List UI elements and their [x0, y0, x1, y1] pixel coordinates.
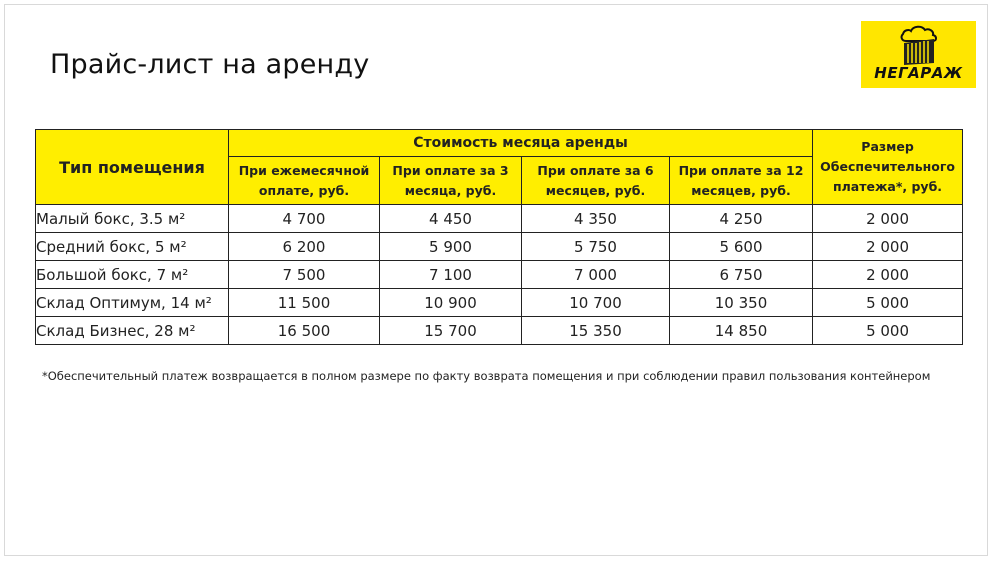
twelve-month-payment-header: При оплате за 12 месяцев, руб.	[670, 157, 813, 205]
deposit-header: Размер Обеспечительного платежа*, руб.	[813, 130, 963, 205]
price-cell: 15 350	[522, 317, 670, 345]
deposit-cell: 2 000	[813, 233, 963, 261]
three-month-payment-header: При оплате за 3 месяца, руб.	[380, 157, 522, 205]
price-cell: 11 500	[229, 289, 380, 317]
price-cell: 7 000	[522, 261, 670, 289]
room-type-cell: Малый бокс, 3.5 м²	[36, 205, 229, 233]
price-cell: 10 350	[670, 289, 813, 317]
table-row	[36, 289, 963, 317]
deposit-cell: 5 000	[813, 317, 963, 345]
price-table	[35, 129, 963, 345]
room-type-cell: Склад Бизнес, 28 м²	[36, 317, 229, 345]
price-cell: 4 450	[380, 205, 522, 233]
monthly-payment-header: При ежемесячной оплате, руб.	[229, 157, 380, 205]
container-cloud-logo-icon	[896, 25, 942, 67]
price-cell: 4 700	[229, 205, 380, 233]
room-type-cell: Средний бокс, 5 м²	[36, 233, 229, 261]
brand-logo	[861, 21, 976, 88]
table-row	[36, 261, 963, 289]
deposit-cell: 5 000	[813, 289, 963, 317]
table-row	[36, 233, 963, 261]
price-cell: 6 200	[229, 233, 380, 261]
table-row	[36, 205, 963, 233]
page-title: Прайс-лист на аренду	[50, 49, 370, 80]
price-cell: 4 350	[522, 205, 670, 233]
room-type-cell: Большой бокс, 7 м²	[36, 261, 229, 289]
room-type-cell: Склад Оптимум, 14 м²	[36, 289, 229, 317]
price-cell: 5 900	[380, 233, 522, 261]
monthly-cost-header: Стоимость месяца аренды	[229, 130, 813, 157]
price-cell: 16 500	[229, 317, 380, 345]
price-cell: 10 700	[522, 289, 670, 317]
price-cell: 5 600	[670, 233, 813, 261]
six-month-payment-header: При оплате за 6 месяцев, руб.	[522, 157, 670, 205]
price-cell: 14 850	[670, 317, 813, 345]
table-row	[36, 317, 963, 345]
deposit-cell: 2 000	[813, 205, 963, 233]
room-type-header: Тип помещения	[36, 130, 229, 205]
price-cell: 15 700	[380, 317, 522, 345]
price-cell: 7 500	[229, 261, 380, 289]
footnote: *Обеспечительный платеж возвращается в полном размере по факту возврата помещения и при соблюдении правил пользования контейнером	[42, 369, 931, 383]
price-cell: 7 100	[380, 261, 522, 289]
price-cell: 5 750	[522, 233, 670, 261]
price-cell: 4 250	[670, 205, 813, 233]
price-cell: 10 900	[380, 289, 522, 317]
slide	[4, 4, 988, 556]
deposit-cell: 2 000	[813, 261, 963, 289]
logo-text: НЕГАРАЖ	[874, 64, 963, 82]
price-cell: 6 750	[670, 261, 813, 289]
